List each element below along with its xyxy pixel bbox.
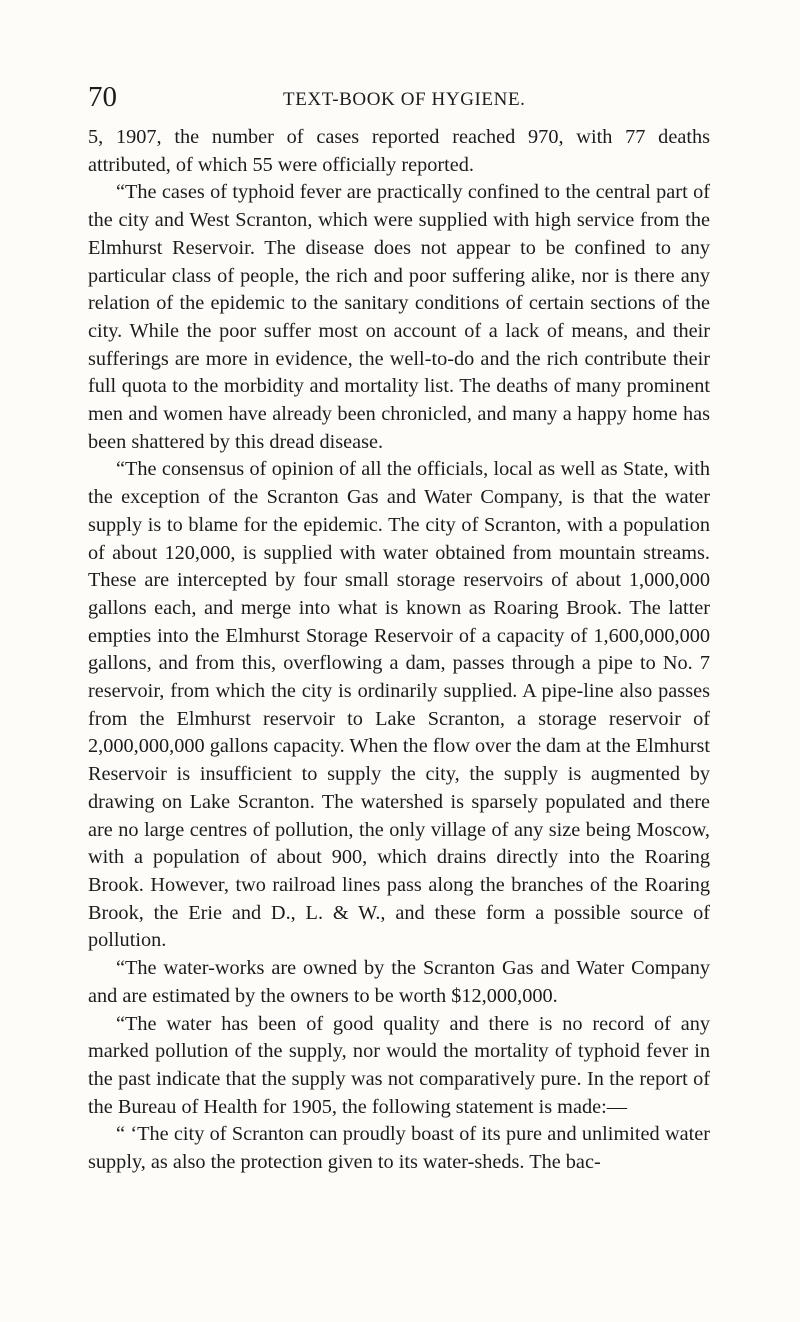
page-number: 70 <box>88 81 117 113</box>
paragraph-water-works: “The water-works are owned by the Scranton Gas and Water Company and are estimated by the owners to be worth $12,000,000. <box>88 957 710 1007</box>
paragraph-typhoid-distribution: “The cases of typhoid fever are practically confined to the central part of the city and West Scranton, which were supplied with high service from the Elmhurst Reservoir. The disease does not appear to be confined to any particular class of people, the rich and poor suffering alike, nor is there any relation of the epidemic to the sanitary conditions of certain sections of the city. While the poor suffer most on account of a lack of means, and their sufferings are more in evidence, the well-to-do and the rich contribute their full quota to the morbidity and mortality list. The deaths of many prominent men and women have already been chronicled, and many a happy home has been shattered by this dread disease. <box>88 181 710 453</box>
paragraph-quotation: “ ‘The city of Scranton can proudly boast of its pure and unlimited water supply, as also the protection given to its water-sheds. The bac- <box>88 1123 710 1174</box>
paragraph-continuation: 5, 1907, the number of cases reported reached 970, with 77 deaths attributed, of which 55 were officially reported. <box>88 126 710 176</box>
body-text <box>88 124 710 1177</box>
page-header <box>88 80 706 116</box>
running-title: TEXT-BOOK OF HYGIENE. <box>283 89 526 110</box>
paragraph-water-supply: “The consensus of opinion of all the officials, local as well as State, with the exception of the Scranton Gas and Water Company, is that the water supply is to blame for the epidemic. The city of Scranton, with a population of about 120,000, is supplied with water obtained from mountain streams. These are intercepted by four small storage reservoirs of about 1,000,000 gallons each, and merge into what is known as Roaring Brook. The latter empties into the Elmhurst Storage Reservoir of a capacity of 1,600,000,000 gallons, and from this, overflowing a dam, passes through a pipe to No. 7 reservoir, from which the city is ordinarily supplied. A pipe-line also passes from the Elmhurst reservoir to Lake Scranton, a storage reservoir of 2,000,000,000 gallons capacity. When the flow over the dam at the Elmhurst Reservoir is insufficient to supply the city, the supply is augmented by drawing on Lake Scranton. The watershed is sparsely populated and there are no large centres of pollution, the only village of any size being Moscow, with a population of about 900, which drains directly into the Roaring Brook. However, two railroad lines pass along the branches of the Roaring Brook, the Erie and D., L. & W., and these form a possible source of pollution. <box>88 458 710 952</box>
paragraph-water-quality: “The water has been of good quality and there is no record of any marked pollution of the supply, nor would the mortality of typhoid fever in the past indicate that the supply was not comparatively pure. In the report of the Bureau of Health for 1905, the following statement is made:— <box>88 1012 710 1118</box>
